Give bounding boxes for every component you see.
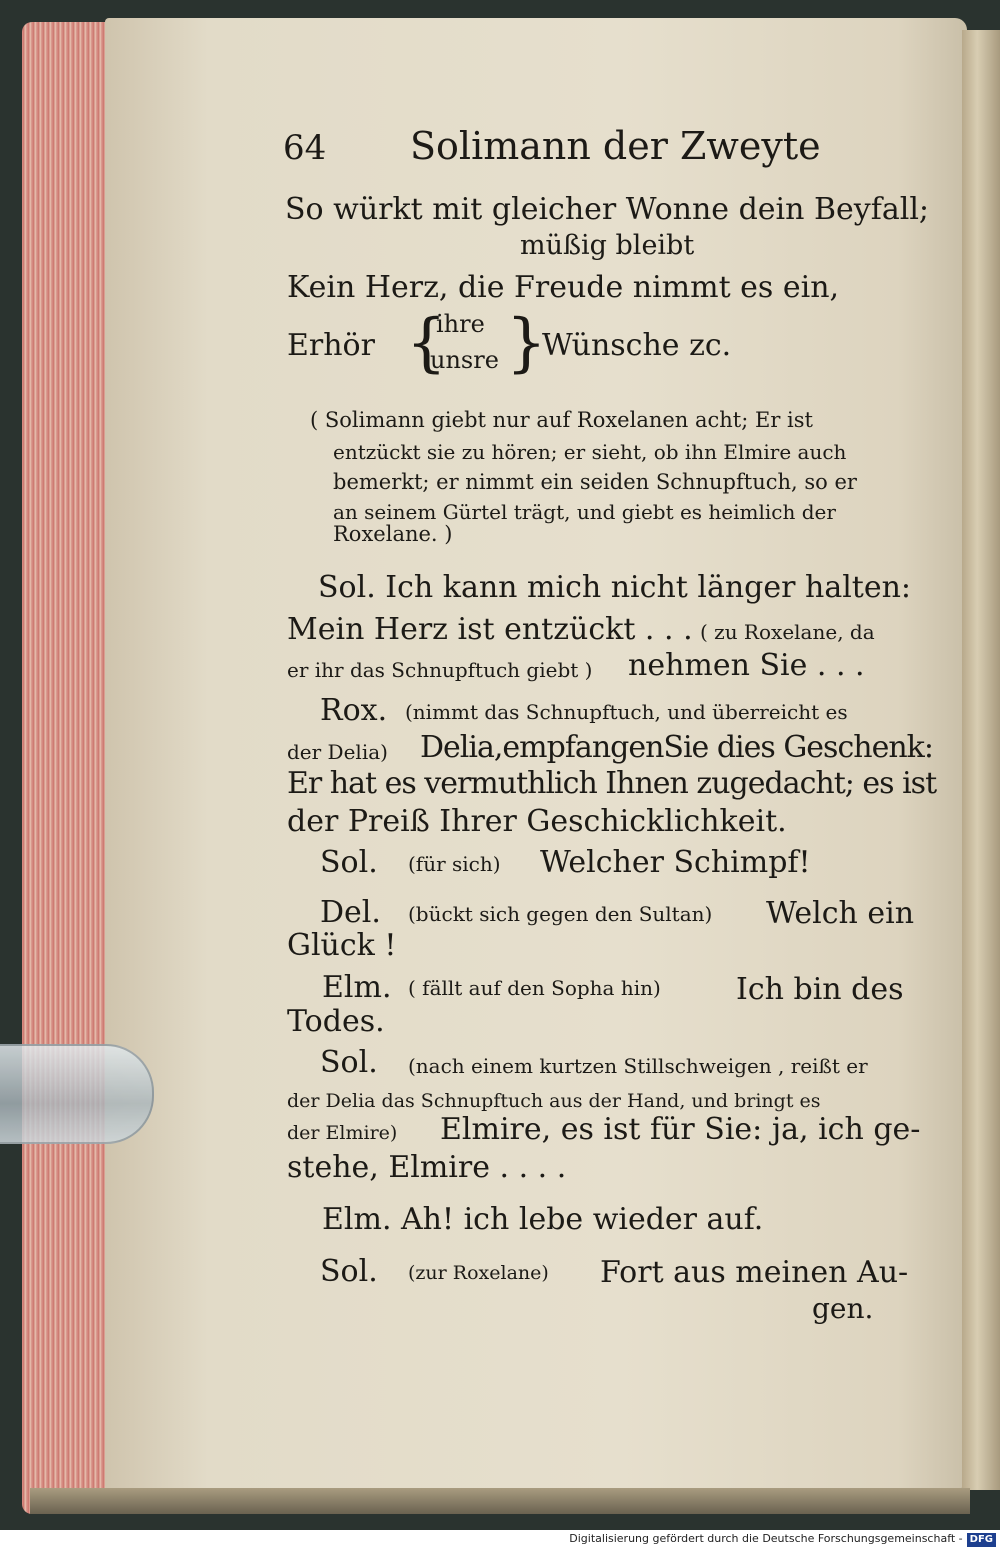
stage-direction-line: Roxelane. ) <box>333 522 453 546</box>
dialogue-direction: ( fällt auf den Sopha hin) <box>408 976 661 1000</box>
dialogue-direction: (zur Roxelane) <box>408 1262 549 1284</box>
speaker-name: Sol. <box>320 1045 378 1080</box>
stage-direction-line: entzückt sie zu hören; er sieht, ob ihn Elmire auch <box>333 440 847 464</box>
dialogue-direction: der Delia) <box>287 740 388 764</box>
dialogue-direction: (nimmt das Schnupftuch, und überreicht es <box>405 700 848 724</box>
dialogue-direction: ( zu Roxelane, da <box>700 620 875 644</box>
dialogue-line: nehmen Sie . . . <box>628 648 865 683</box>
dialogue-direction: er ihr das Schnupftuch giebt ) <box>287 658 593 682</box>
speaker-name: Elm. <box>322 970 392 1005</box>
verse-line: So würkt mit gleicher Wonne dein Beyfall; <box>285 192 930 227</box>
dialogue-line: Todes. <box>287 1004 385 1039</box>
dialogue-line: stehe, Elmire . . . . <box>287 1150 567 1185</box>
verse-option: ihre <box>436 310 485 338</box>
dialogue-line: Glück ! <box>287 928 397 963</box>
dialogue-line: Elm. Ah! ich lebe wieder auf. <box>322 1202 764 1237</box>
scanner-thumb-guard <box>0 1044 154 1144</box>
speaker-name: Del. <box>320 895 381 930</box>
dialogue-line: der Preiß Ihrer Geschicklichkeit. <box>287 804 787 839</box>
dfg-logo: DFG <box>967 1533 996 1547</box>
stage-direction-line: ( Solimann giebt nur auf Roxelanen acht; Er ist <box>310 408 813 432</box>
digitization-footer <box>0 1530 1000 1548</box>
dialogue-line: Fort aus meinen Au- <box>600 1255 909 1290</box>
page-number: 64 <box>283 128 327 168</box>
dialogue-direction: (für sich) <box>408 852 501 876</box>
dialogue-line: Welch ein <box>766 896 915 931</box>
verse-option: unsre <box>430 346 499 374</box>
page-bottom-shadow <box>30 1488 970 1514</box>
running-title: Solimann der Zweyte <box>410 124 821 168</box>
dialogue-line: Ich bin des <box>736 972 904 1007</box>
dialogue-direction: der Elmire) <box>287 1122 398 1144</box>
dialogue-line: gen. <box>812 1292 874 1325</box>
verse-line: Kein Herz, die Freude nimmt es ein, <box>287 270 840 305</box>
stage-direction-line: bemerkt; er nimmt ein seiden Schnupftuch, so er <box>333 470 857 494</box>
speaker-name: Sol. <box>320 1254 378 1289</box>
dialogue-line: Elmire, es ist für Sie: ja, ich ge- <box>440 1112 921 1147</box>
verse-line: Erhör <box>287 328 375 363</box>
dialogue-line: Sol. Ich kann mich nicht länger halten: <box>318 570 912 605</box>
dialogue-line: Er hat es vermuthlich Ihnen zugedacht; es ist <box>287 766 937 801</box>
left-brace: { <box>406 306 447 380</box>
stage-direction-line: an seinem Gürtel trägt, und giebt es heimlich der <box>333 500 836 524</box>
dialogue-direction: (bückt sich gegen den Sultan) <box>408 902 713 926</box>
speaker-name: Sol. <box>320 845 378 880</box>
dialogue-direction: der Delia das Schnupftuch aus der Hand, und bringt es <box>287 1090 821 1112</box>
page-edges <box>22 22 117 1514</box>
facing-page-edge <box>962 30 1000 1490</box>
speaker-name: Rox. <box>320 693 388 728</box>
dialogue-line: Mein Herz ist entzückt . . . <box>287 612 693 647</box>
right-brace: } <box>506 306 547 380</box>
dialogue-line: Delia,empfangenSie dies Geschenk: <box>420 730 933 765</box>
verse-line: Wünsche zc. <box>542 328 732 363</box>
verse-line: müßig bleibt <box>520 230 695 261</box>
footer-text: Digitalisierung gefördert durch die Deutsche Forschungsgemeinschaft - <box>569 1532 963 1545</box>
dialogue-line: Welcher Schimpf! <box>540 845 811 880</box>
dialogue-direction: (nach einem kurtzen Stillschweigen , reißt er <box>408 1054 868 1078</box>
